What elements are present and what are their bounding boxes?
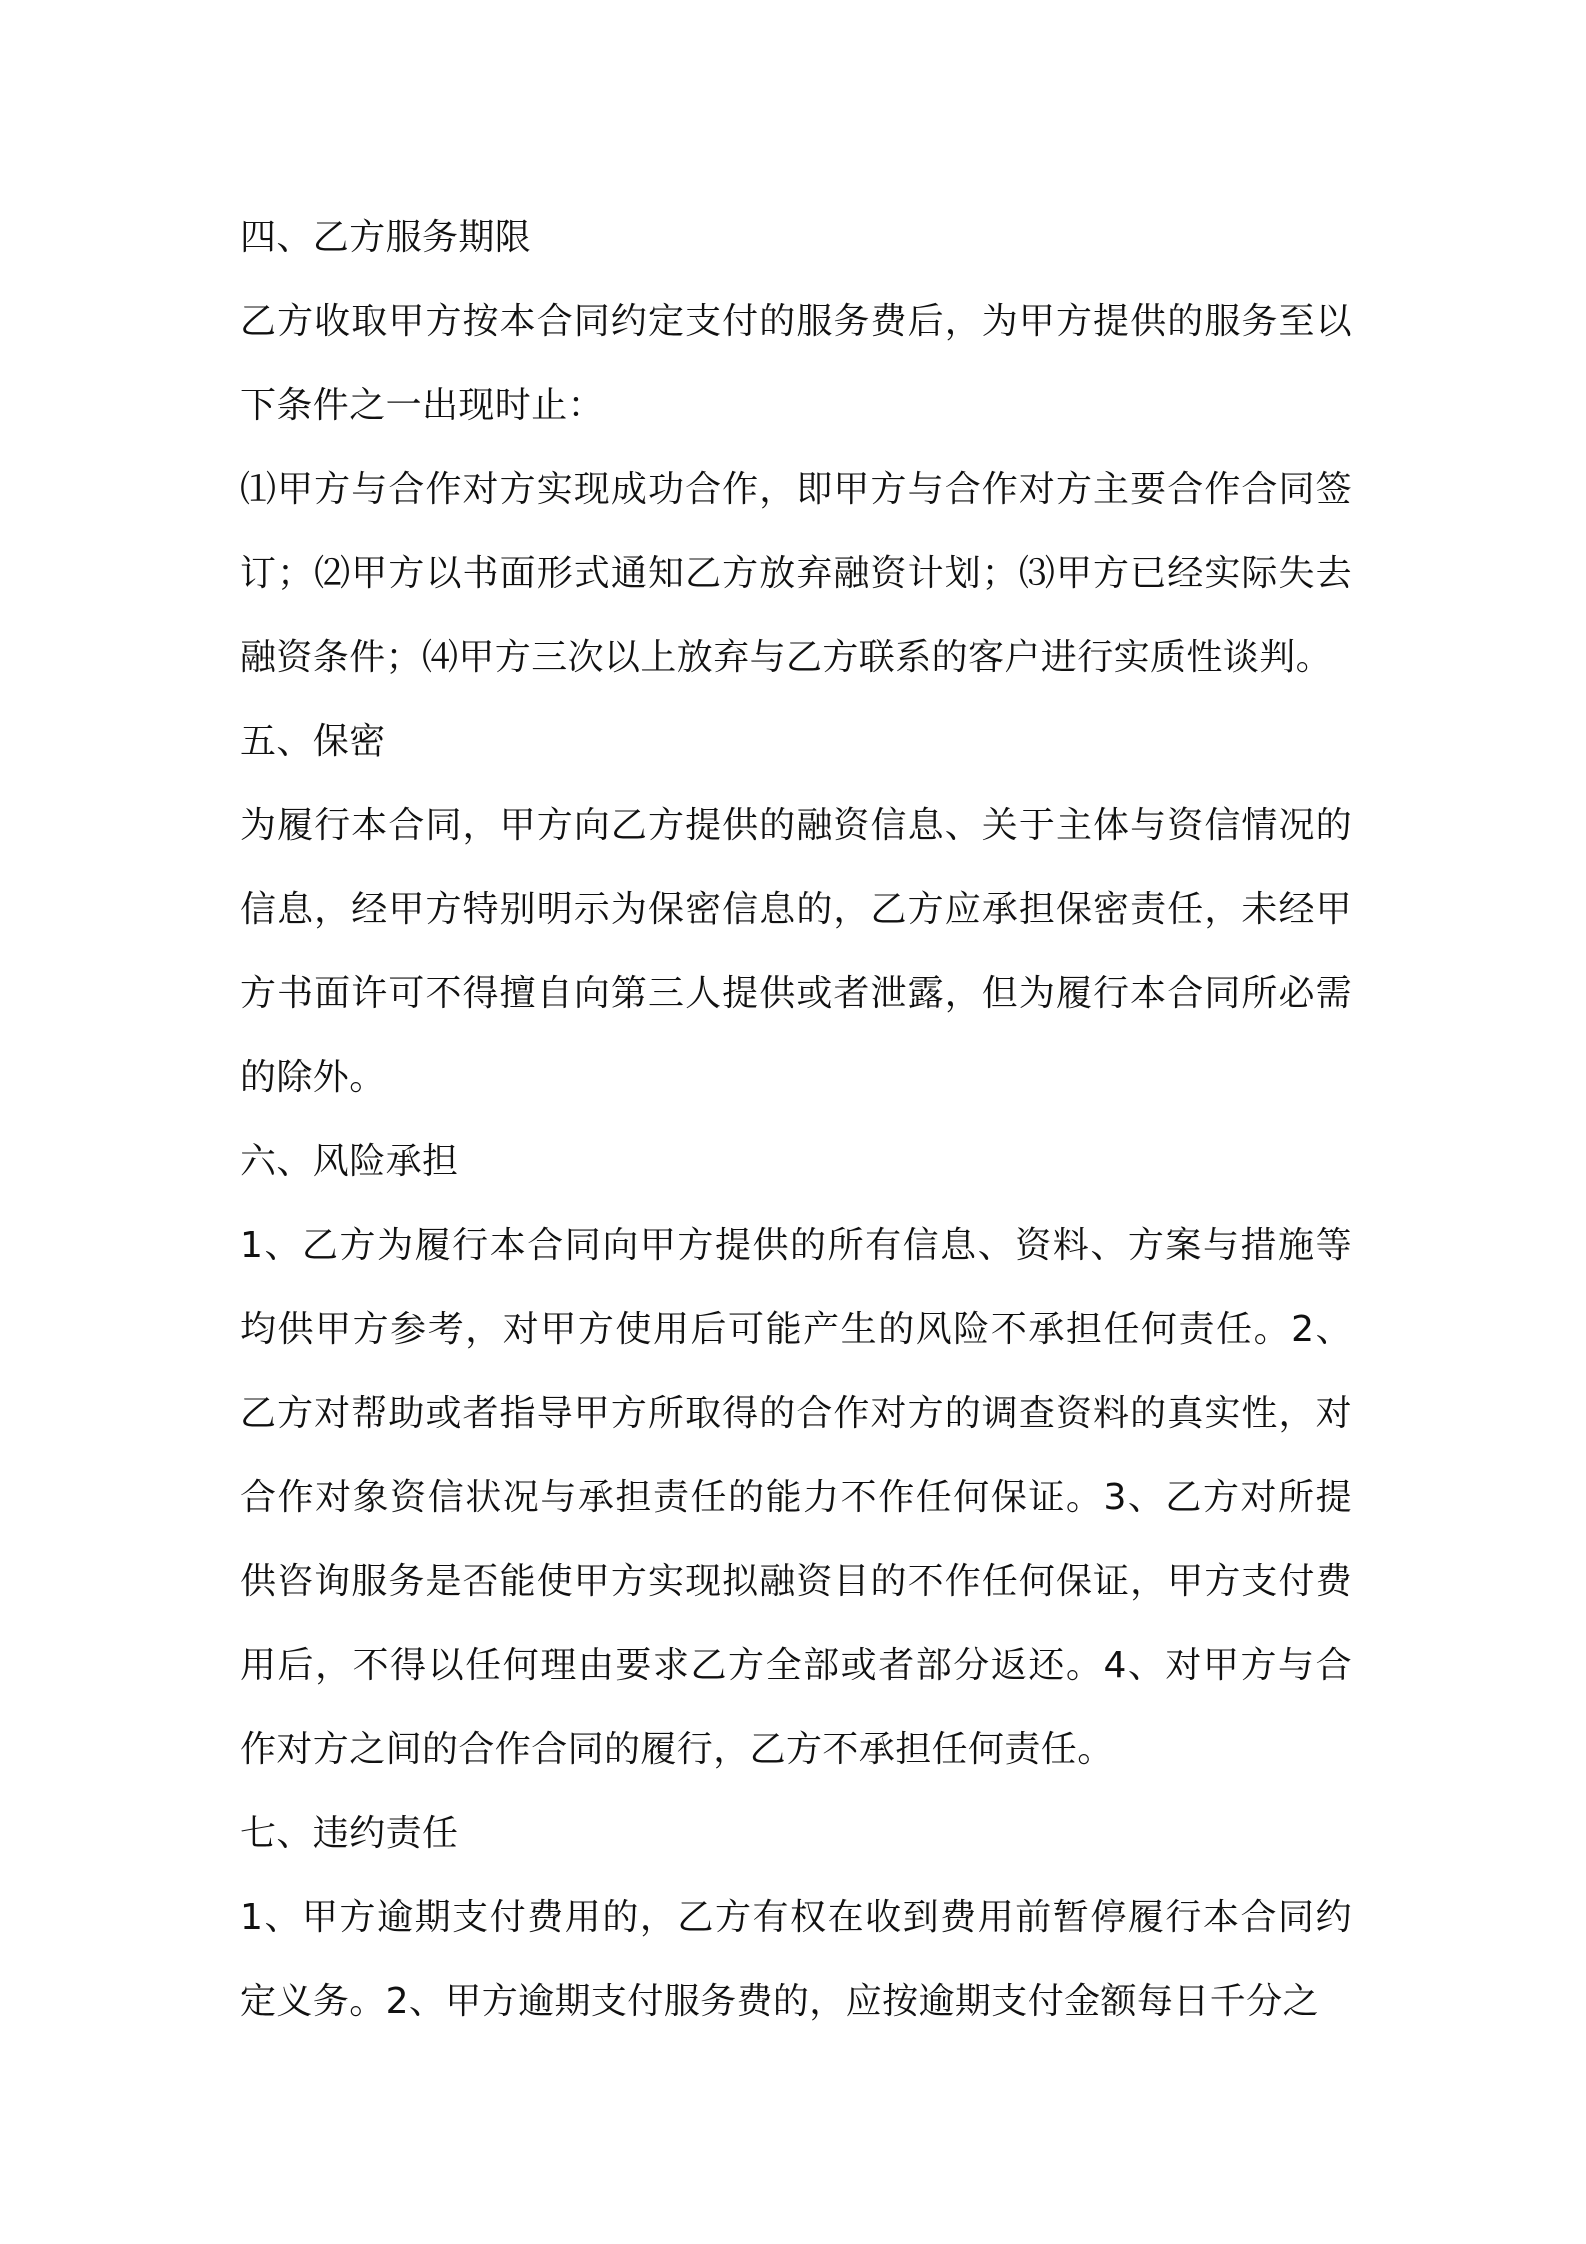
paragraph-breach: 1、甲方逾期支付费用的，乙方有权在收到费用前暂停履行本合同约定义务。2、甲方逾期支付服务费的，应按逾期支付金额每日千分之 [240, 1897, 1352, 2022]
section-heading-confidentiality: 五、保密 [240, 721, 386, 762]
document-body [240, 196, 1352, 2044]
paragraph-risk: 1、乙方为履行本合同向甲方提供的所有信息、资料、方案与措施等均供甲方参考，对甲方使用后可能产生的风险不承担任何责任。2、乙方对帮助或者指导甲方所取得的合作对方的调查资料的真实性，对合作对象资信状况与承担责任的能力不作任何保证。3、乙方对所提供咨询服务是否能使甲方实现拟融资目的不作任何保证，甲方支付费用后，不得以任何理由要求乙方全部或者部分返还。4、对甲方与合作对方之间的合作合同的履行，乙方不承担任何责任。 [240, 1225, 1352, 1770]
section-heading-breach: 七、违约责任 [240, 1813, 459, 1854]
section-heading-service-term: 四、乙方服务期限 [240, 217, 532, 258]
paragraph-service-term-intro: 乙方收取甲方按本合同约定支付的服务费后，为甲方提供的服务至以下条件之一出现时止： [240, 301, 1352, 426]
paragraph-service-term-conditions: ⑴甲方与合作对方实现成功合作，即甲方与合作对方主要合作合同签订；⑵甲方以书面形式通知乙方放弃融资计划；⑶甲方已经实际失去融资条件；⑷甲方三次以上放弃与乙方联系的客户进行实质性谈判。 [240, 469, 1352, 678]
paragraph-confidentiality: 为履行本合同，甲方向乙方提供的融资信息、关于主体与资信情况的信息，经甲方特别明示为保密信息的，乙方应承担保密责任，未经甲方书面许可不得擅自向第三人提供或者泄露，但为履行本合同所必需的除外。 [240, 805, 1352, 1098]
section-heading-risk: 六、风险承担 [240, 1141, 459, 1182]
